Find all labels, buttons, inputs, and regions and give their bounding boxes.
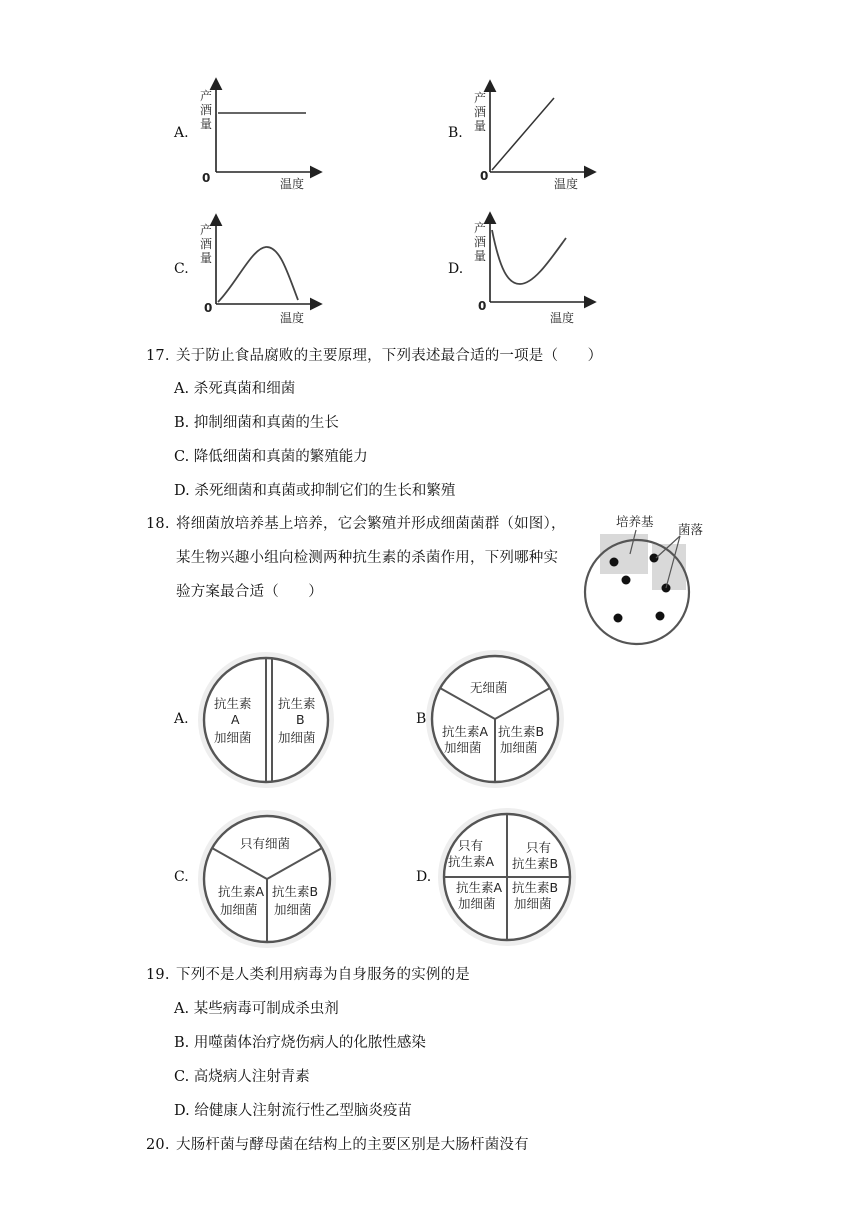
- q17-stem: [146, 344, 602, 365]
- svg-text:抗生素B: 抗生素B: [272, 884, 319, 899]
- svg-text:抗生素: 抗生素: [278, 696, 316, 711]
- q16-option-a-letter: A.: [174, 125, 189, 141]
- q20-stem: [146, 1133, 529, 1154]
- colony-dot: [656, 612, 665, 621]
- q17-choice-b: B. 抑制细菌和真菌的生长: [174, 415, 339, 431]
- svg-text:加细菌: 加细菌: [214, 730, 252, 745]
- q16-graph-c: [196, 212, 326, 328]
- y-label-3: 量: [200, 251, 213, 265]
- svg-text:抗生素A: 抗生素A: [218, 884, 265, 899]
- question-text: 下列不是人类利用病毒为自身服务的实例的是: [176, 967, 470, 983]
- y-label-1: 产: [200, 89, 213, 103]
- q16-graph-d: [470, 210, 600, 328]
- q17-choice-a: A. 杀死真菌和细菌: [174, 381, 296, 397]
- q18-option-b-letter: B: [416, 711, 427, 727]
- origin-label: 0: [478, 299, 487, 313]
- x-label: 温度: [550, 311, 575, 325]
- origin-label: 0: [204, 301, 213, 315]
- y-label-2: 酒: [200, 237, 213, 251]
- q18-option-d-letter: D.: [416, 869, 432, 885]
- q19-stem: [146, 963, 470, 984]
- q18-dish-b: [424, 648, 566, 790]
- x-label: 温度: [554, 177, 579, 191]
- svg-text:抗生素A: 抗生素A: [442, 724, 489, 739]
- y-label-1: 产: [474, 91, 487, 105]
- svg-text:加细菌: 加细菌: [220, 902, 258, 917]
- colony-dot: [614, 614, 623, 623]
- colony-dot: [650, 554, 659, 563]
- svg-text:抗生素A: 抗生素A: [448, 854, 495, 869]
- y-label-3: 量: [474, 119, 487, 133]
- y-label-2: 酒: [474, 105, 487, 119]
- y-label-1: 产: [474, 221, 487, 235]
- q18-dish-d: [436, 806, 578, 948]
- svg-text:抗生素A: 抗生素A: [456, 880, 503, 895]
- svg-text:只有细菌: 只有细菌: [240, 836, 291, 851]
- y-label-3: 量: [474, 249, 487, 263]
- svg-text:加细菌: 加细菌: [514, 896, 552, 911]
- curve-fall-rise: [492, 230, 566, 284]
- q18-dish-a: [196, 650, 336, 790]
- q18-stem-line-3: 验方案最合适（ ）: [176, 584, 323, 600]
- q18-dish-c: [196, 808, 338, 950]
- svg-text:B: B: [296, 712, 305, 727]
- origin-label: 0: [202, 171, 211, 185]
- q19-choice-c: C. 高烧病人注射青素: [174, 1069, 310, 1085]
- curve-linear: [492, 98, 554, 170]
- x-label: 温度: [280, 311, 305, 325]
- q17-choice-d: D. 杀死细菌和真菌或抑制它们的生长和繁殖: [174, 483, 456, 499]
- question-number: 18.: [146, 516, 170, 532]
- svg-text:加细菌: 加细菌: [500, 740, 538, 755]
- q19-choice-a: A. 某些病毒可制成杀虫剂: [174, 1001, 339, 1017]
- y-label-3: 量: [200, 117, 213, 131]
- q19-choice-d: D. 给健康人注射流行性乙型脑炎疫苗: [174, 1103, 412, 1119]
- question-text: 关于防止食品腐败的主要原理，下列表述最合适的一项是（ ）: [176, 348, 603, 364]
- question-text: 大肠杆菌与酵母菌在结构上的主要区别是大肠杆菌没有: [176, 1137, 529, 1153]
- y-label-1: 产: [200, 223, 213, 237]
- q16-option-b-letter: B.: [448, 125, 463, 141]
- svg-text:抗生素: 抗生素: [214, 696, 252, 711]
- svg-text:抗生素B: 抗生素B: [512, 880, 559, 895]
- origin-label: 0: [480, 169, 489, 183]
- colony-dot: [610, 558, 619, 567]
- q18-option-a-letter: A.: [174, 711, 189, 727]
- q18-option-c-letter: C.: [174, 869, 189, 885]
- svg-text:抗生素B: 抗生素B: [512, 856, 559, 871]
- svg-text:A: A: [231, 712, 240, 727]
- q19-choice-b: B. 用噬菌体治疗烧伤病人的化脓性感染: [174, 1035, 426, 1051]
- q16-option-d-letter: D.: [448, 261, 464, 277]
- q18-colony-figure: [580, 510, 720, 648]
- question-number: 20.: [146, 1137, 170, 1153]
- question-number: 17.: [146, 348, 170, 364]
- svg-text:无细菌: 无细菌: [470, 680, 508, 695]
- svg-text:抗生素B: 抗生素B: [498, 724, 545, 739]
- q18-stem-line-2: 某生物兴趣小组向检测两种抗生素的杀菌作用，下列哪种实: [176, 550, 559, 566]
- svg-text:只有: 只有: [526, 840, 552, 855]
- svg-text:只有: 只有: [458, 838, 484, 853]
- q16-graph-a: [196, 76, 326, 194]
- svg-text:加细菌: 加细菌: [278, 730, 316, 745]
- question-text: 将细菌放培养基上培养，它会繁殖并形成细菌菌群（如图），: [176, 516, 566, 532]
- label-colony: 菌落: [678, 522, 704, 537]
- y-label-2: 酒: [200, 103, 213, 117]
- svg-text:加细菌: 加细菌: [274, 902, 312, 917]
- curve-rise-fall: [218, 247, 298, 302]
- q18-stem-line-1: [146, 512, 566, 533]
- q17-choice-c: C. 降低细菌和真菌的繁殖能力: [174, 449, 368, 465]
- label-medium: 培养基: [616, 514, 654, 529]
- q16-graph-b: [470, 78, 600, 194]
- svg-text:加细菌: 加细菌: [444, 740, 482, 755]
- svg-text:加细菌: 加细菌: [458, 896, 496, 911]
- colony-dot: [622, 576, 631, 585]
- q16-option-c-letter: C.: [174, 261, 189, 277]
- y-label-2: 酒: [474, 235, 487, 249]
- x-label: 温度: [280, 177, 305, 191]
- question-number: 19.: [146, 967, 170, 983]
